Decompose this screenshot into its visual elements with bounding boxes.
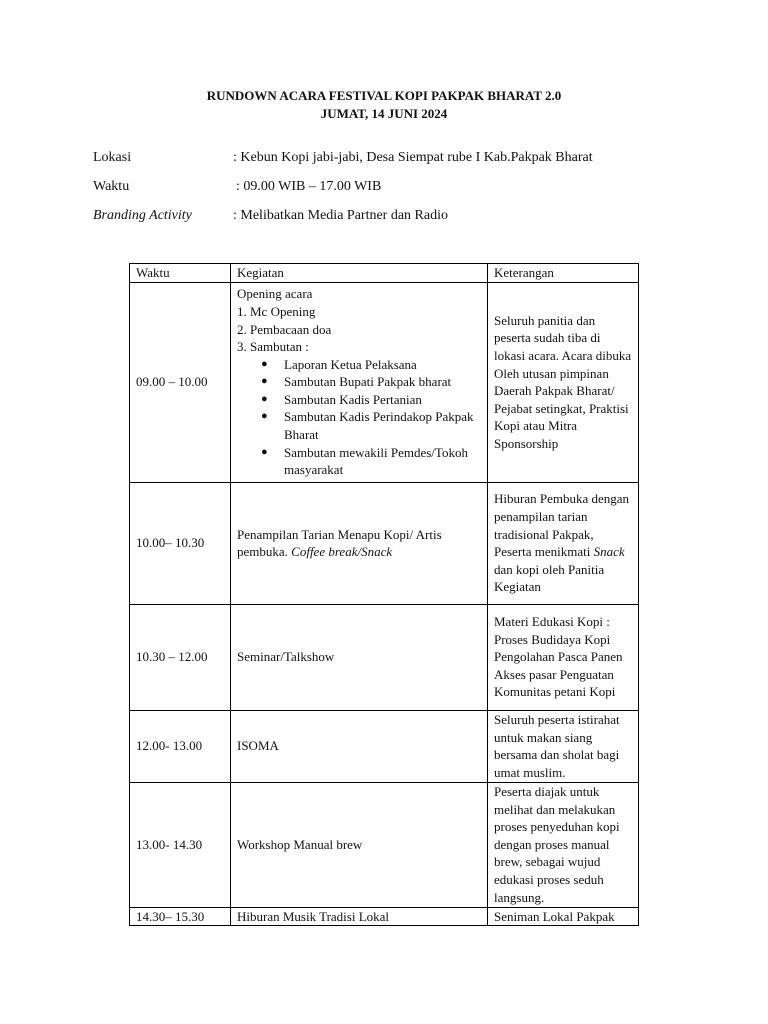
list-item [261,444,481,479]
time-cell: 12.00- 13.00 [130,710,231,782]
bullet-icon: ● [261,357,268,370]
document-date: JUMAT, 14 JUNI 2024 [320,106,448,121]
info-label: Waktu [93,179,130,194]
info-label: Branding Activity [93,208,192,223]
table-row [130,710,639,782]
activity-cell: Workshop Manual brew [231,782,488,907]
notes-cell: Materi Edukasi Kopi : Proses Budidaya Kopi Pengolahan Pasca Panen Akses pasar Penguatan Komunitas petani Kopi [488,604,639,710]
table-row [130,604,639,710]
activity-line: 1. Mc Opening [237,303,316,319]
notes-text: dan kopi oleh Panitia Kegiatan [494,561,605,595]
list-item-text: Laporan Ketua Pelaksana [284,356,417,372]
notes-cell: Seluruh panitia dan peserta sudah tiba di lokasi acara. Acara dibuka Oleh utusan pimpinan Daerah Pakpak Bharat/ Pejabat setingkat, Praktisi Kopi atau Mitra Sponsorship [488,282,639,482]
notes-cell: Seniman Lokal Pakpak [488,907,639,926]
time-cell: 13.00- 14.30 [130,782,231,907]
notes-cell: Seluruh peserta istirahat untuk makan siang bersama dan sholat bagi umat muslim. [488,710,639,782]
bullet-icon: ● [261,392,268,405]
table-row [130,782,639,907]
table-header-row [130,264,639,283]
table-row [130,907,639,926]
notes-cell: Peserta diajak untuk melihat dan melakukan proses penyeduhan kopi dengan proses manual brew, sebagai wujud edukasi proses seduh langsung. [488,782,639,907]
activity-cell [231,482,488,604]
activity-cell [231,282,488,482]
activity-line: 3. Sambutan : [237,339,309,355]
table-row [130,482,639,604]
activity-cell: Seminar/Talkshow [231,604,488,710]
time-cell: 10.30 – 12.00 [130,604,231,710]
list-item-text: Sambutan Kadis Perindakop Pakpak Bharat [284,409,474,443]
list-item [261,373,481,391]
list-item-text: Sambutan mewakili Pemdes/Tokoh masyarakat [284,444,468,478]
speech-list [237,356,481,479]
time-cell: 09.00 – 10.00 [130,282,231,482]
activity-text: Penampilan Tarian Menapu Kopi/ Artis pembuka. [237,526,442,560]
info-value: : Kebun Kopi jabi-jabi, Desa Siempat rube I Kab.Pakpak Bharat [233,150,593,165]
info-value: : Melibatkan Media Partner dan Radio [233,208,448,223]
list-item-text: Sambutan Bupati Pakpak bharat [284,374,452,390]
column-header-notes: Keterangan [488,264,639,283]
notes-cell [488,482,639,604]
rundown-table [129,263,639,926]
list-item [261,408,481,443]
activity-cell: Hiburan Musik Tradisi Lokal [231,907,488,926]
activity-line: Opening acara [237,286,313,302]
list-item [261,356,481,374]
activity-cell: ISOMA [231,710,488,782]
bullet-icon: ● [261,375,268,388]
bullet-icon: ● [261,410,268,423]
list-item-text: Sambutan Kadis Pertanian [284,391,422,407]
activity-text-italic: Coffee break/Snack [291,544,393,560]
bullet-icon: ● [261,445,268,458]
column-header-time: Waktu [130,264,231,283]
document-title: RUNDOWN ACARA FESTIVAL KOPI PAKPAK BHARAT 2.0 [206,88,562,103]
info-value: : 09.00 WIB – 17.00 WIB [236,179,382,194]
time-cell: 10.00– 10.30 [130,482,231,604]
notes-text: Hiburan Pembuka dengan penampilan tarian tradisional Pakpak, Peserta menikmati [494,491,630,560]
time-cell: 14.30– 15.30 [130,907,231,926]
activity-line: 2. Pembacaan doa [237,321,332,337]
info-label: Lokasi [93,150,132,165]
list-item [261,391,481,409]
column-header-activity: Kegiatan [231,264,488,283]
notes-text-italic: Snack [593,544,625,560]
table-row [130,282,639,482]
